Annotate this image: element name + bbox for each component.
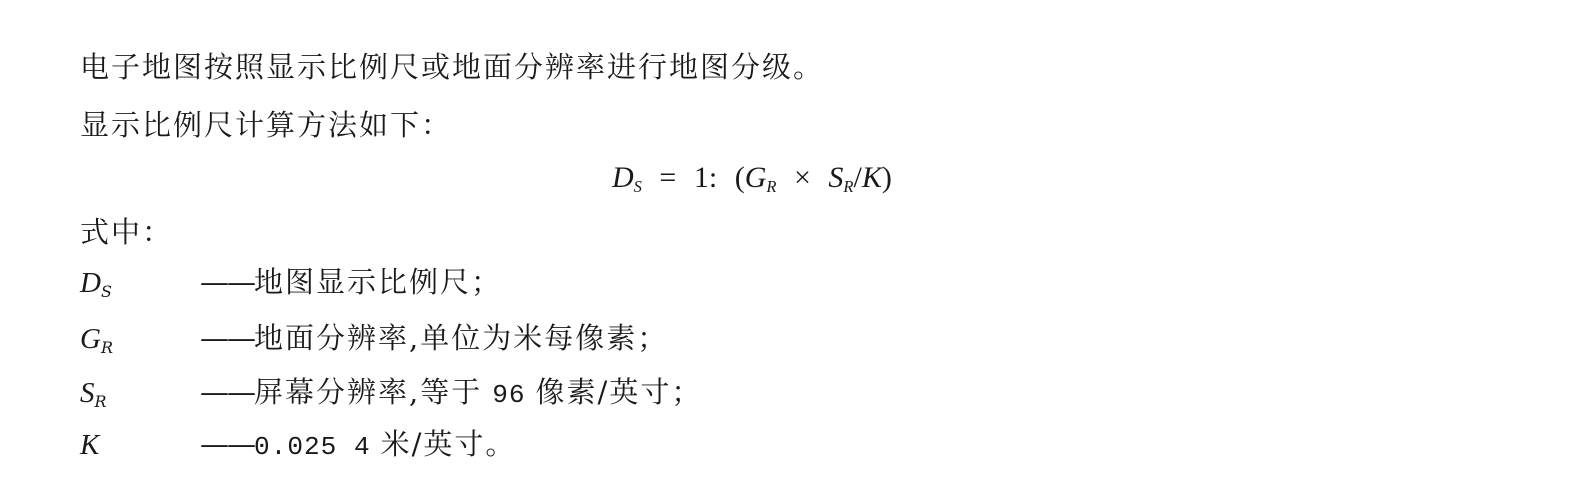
where-label: 式中： [80,215,174,249]
definition-gr [80,318,668,368]
definition-gr-text: 地面分辨率,单位为米每像素； [254,321,669,355]
definition-k-number: 0.025 4 [254,432,371,462]
formula-close-paren: ) [881,161,892,194]
definition-ds [80,262,502,312]
definition-sr [80,372,702,422]
formula-times: × [793,161,811,194]
formula-ds-var: D [612,161,634,194]
paragraph-scale-method: 显示比例尺计算方法如下： [80,108,453,142]
definition-sr-dash: —— [200,375,254,409]
definition-k [80,424,516,474]
definition-k-text: 米/英寸。 [380,427,517,461]
scale-formula [612,158,892,207]
definition-ds-dash: —— [200,265,254,299]
formula-open-paren: ( [734,161,745,194]
formula-equals: = [659,161,677,194]
definition-gr-symbol: $G_R$ [80,323,113,357]
definition-k-dash: —— [200,427,254,461]
formula-k-var: K [861,161,882,194]
definition-sr-symbol: $S_R$ [80,377,107,411]
formula-ds-sub: S [633,176,642,196]
formula-gr-sub: R [766,176,777,196]
formula-slash: / [853,161,862,194]
definition-ds-text: 地图显示比例尺； [254,265,503,299]
formula-sr-var: S [828,161,844,194]
formula-gr-var: G [744,161,767,194]
paragraph-map-grading: 电子地图按照显示比例尺或地面分辨率进行地图分级。 [80,50,825,84]
definition-ds-symbol: $D_S$ [80,267,112,301]
definition-sr-text-b: 像素/英寸； [535,375,703,409]
definition-gr-dash: —— [200,321,254,355]
definition-sr-number: 96 [492,380,526,410]
definition-sr-text-a: 屏幕分辨率,等于 [254,375,483,409]
definition-k-symbol: K [80,429,100,461]
formula-sr-sub: R [843,176,854,196]
formula-ratio: 1: [693,161,718,194]
